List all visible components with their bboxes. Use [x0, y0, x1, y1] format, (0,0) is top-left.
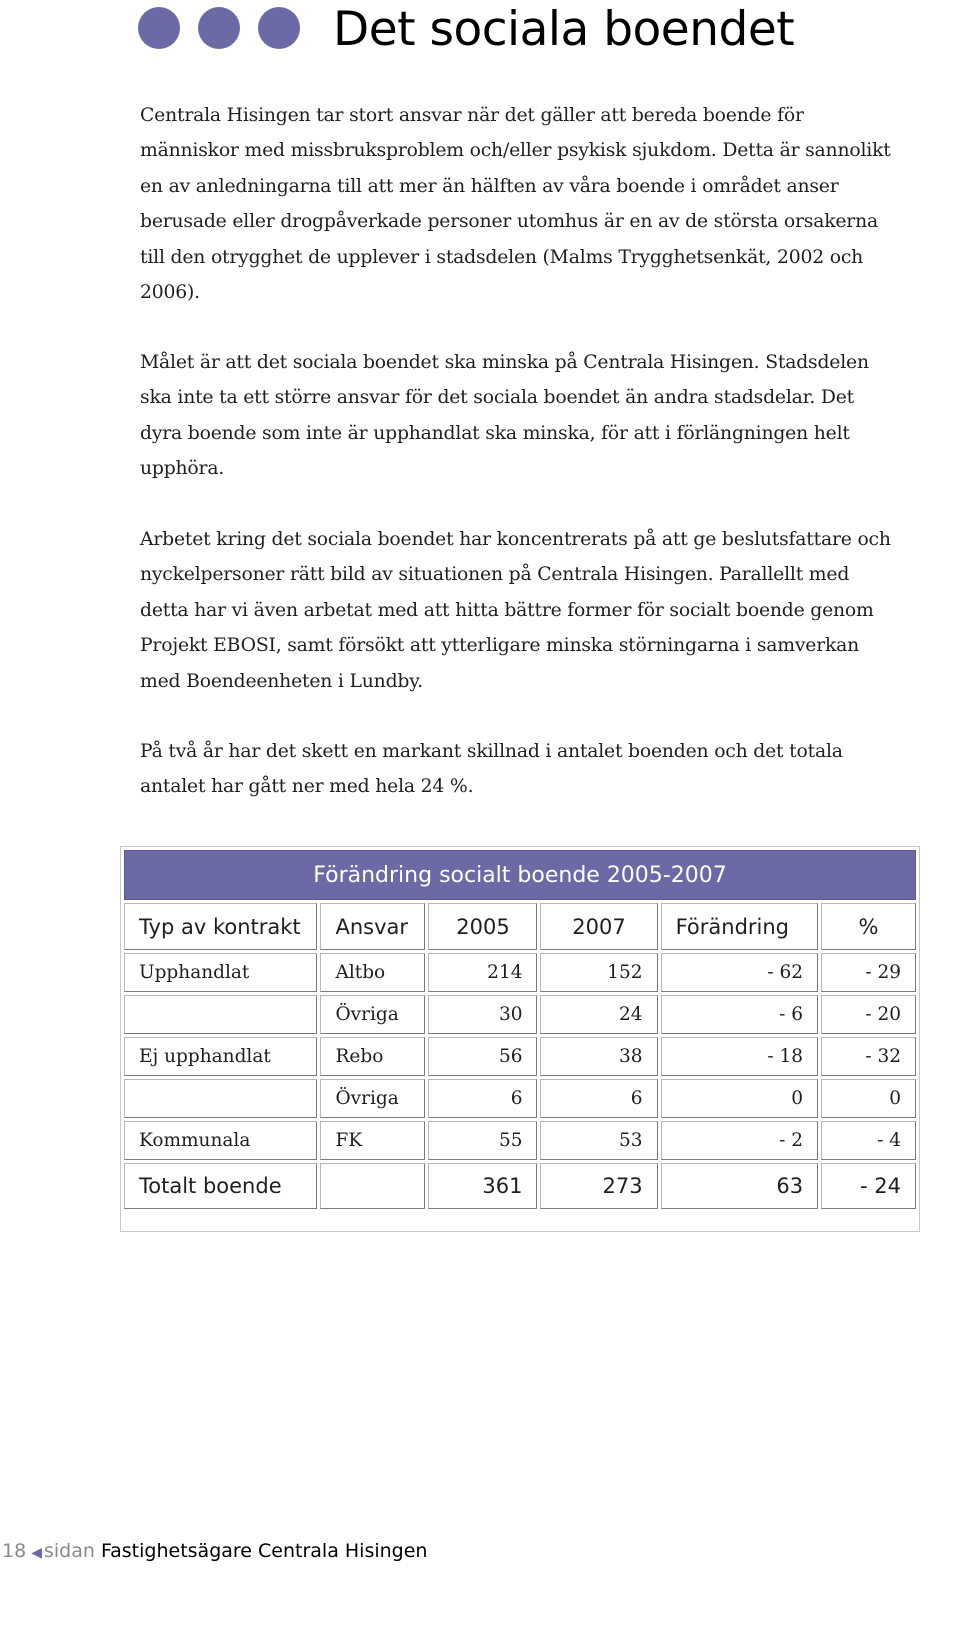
total-change: 63	[661, 1163, 818, 1209]
cell-percent: 0	[821, 1079, 916, 1118]
column-header-2005: 2005	[428, 903, 537, 950]
cell-contract-type	[124, 995, 317, 1034]
total-percent: - 24	[821, 1163, 916, 1209]
cell-2007: 53	[540, 1121, 657, 1160]
decorative-dot-icon	[258, 7, 300, 49]
cell-responsibility: FK	[320, 1121, 425, 1160]
cell-change: - 6	[661, 995, 818, 1034]
column-header-contract-type: Typ av kontrakt	[124, 903, 317, 950]
total-2007: 273	[540, 1163, 657, 1209]
cell-change: - 62	[661, 953, 818, 992]
cell-contract-type	[124, 1079, 317, 1118]
decorative-dot-icon	[198, 7, 240, 49]
cell-percent: - 29	[821, 953, 916, 992]
cell-2007: 6	[540, 1079, 657, 1118]
cell-2005: 6	[428, 1079, 537, 1118]
cell-responsibility: Rebo	[320, 1037, 425, 1076]
cell-2005: 214	[428, 953, 537, 992]
cell-percent: - 4	[821, 1121, 916, 1160]
cell-responsibility: Övriga	[320, 1079, 425, 1118]
cell-responsibility: Altbo	[320, 953, 425, 992]
cell-2007: 24	[540, 995, 657, 1034]
table-caption: Förändring socialt boende 2005-2007	[124, 850, 916, 900]
table-row	[124, 953, 916, 992]
table-row	[124, 1037, 916, 1076]
page-number: 18	[2, 1540, 27, 1562]
table-row	[124, 995, 916, 1034]
total-label: Totalt boende	[124, 1163, 317, 1209]
table-total-row	[124, 1163, 916, 1209]
cell-2005: 30	[428, 995, 537, 1034]
cell-2007: 38	[540, 1037, 657, 1076]
table-row	[124, 1121, 916, 1160]
column-header-2007: 2007	[540, 903, 657, 950]
column-header-change: Förändring	[661, 903, 818, 950]
cell-change: - 2	[661, 1121, 818, 1160]
total-2005: 361	[428, 1163, 537, 1209]
table-header-row	[124, 903, 916, 950]
cell-responsibility: Övriga	[320, 995, 425, 1034]
cell-contract-type: Ej upphandlat	[124, 1037, 317, 1076]
column-header-percent: %	[821, 903, 916, 950]
cell-percent: - 20	[821, 995, 916, 1034]
cell-contract-type: Kommunala	[124, 1121, 317, 1160]
column-header-responsibility: Ansvar	[320, 903, 425, 950]
cell-2007: 152	[540, 953, 657, 992]
total-responsibility	[320, 1163, 425, 1209]
paragraph-intro: Centrala Hisingen tar stort ansvar när det gäller att bereda boende för människor med missbruksproblem och/eller psykisk sjukdom. Detta är sannolikt en av anledningarna till att mer än hälften av våra boende i området anser berusade eller drogpåverkade personer utomhus är en av de största orsakerna till den otrygghet de upplever i stadsdelen (Malms Trygghetsenkät, 2002 och 2006).	[140, 105, 891, 304]
table-row	[124, 1079, 916, 1118]
page-footer	[2, 1540, 427, 1562]
cell-change: - 18	[661, 1037, 818, 1076]
cell-2005: 55	[428, 1121, 537, 1160]
cell-change: 0	[661, 1079, 818, 1118]
page-title: Det sociala boendet	[333, 2, 795, 57]
data-table	[121, 847, 919, 1212]
decorative-dot-icon	[138, 7, 180, 49]
paragraph-goal: Målet är att det sociala boendet ska minska på Centrala Hisingen. Stadsdelen ska inte ta ett större ansvar för det sociala boendet än andra stadsdelar. Det dyra boende som inte är upphandlat ska minska, för att i förlängningen helt upphöra.	[140, 352, 869, 480]
page-word: sidan	[43, 1540, 95, 1562]
paragraph-change: På två år har det skett en markant skillnad i antalet boenden och det totala antalet har gått ner med hela 24 %.	[140, 741, 843, 798]
paragraph-work: Arbetet kring det sociala boendet har koncentrerats på att ge beslutsfattare och nyckelpersoner rätt bild av situationen på Centrala Hisingen. Parallellt med detta har vi även arbetat med att hitta bättre former för socialt boende genom Projekt EBOSI, samt försökt att ytterligare minska störningarna i samverkan med Boendeenheten i Lundby.	[140, 529, 891, 692]
social-housing-table	[120, 846, 920, 1232]
cell-percent: - 32	[821, 1037, 916, 1076]
cell-2005: 56	[428, 1037, 537, 1076]
page-header	[138, 0, 938, 60]
left-triangle-icon: ◀	[31, 1545, 42, 1561]
publication-name: Fastighetsägare Centrala Hisingen	[100, 1540, 428, 1562]
cell-contract-type: Upphandlat	[124, 953, 317, 992]
